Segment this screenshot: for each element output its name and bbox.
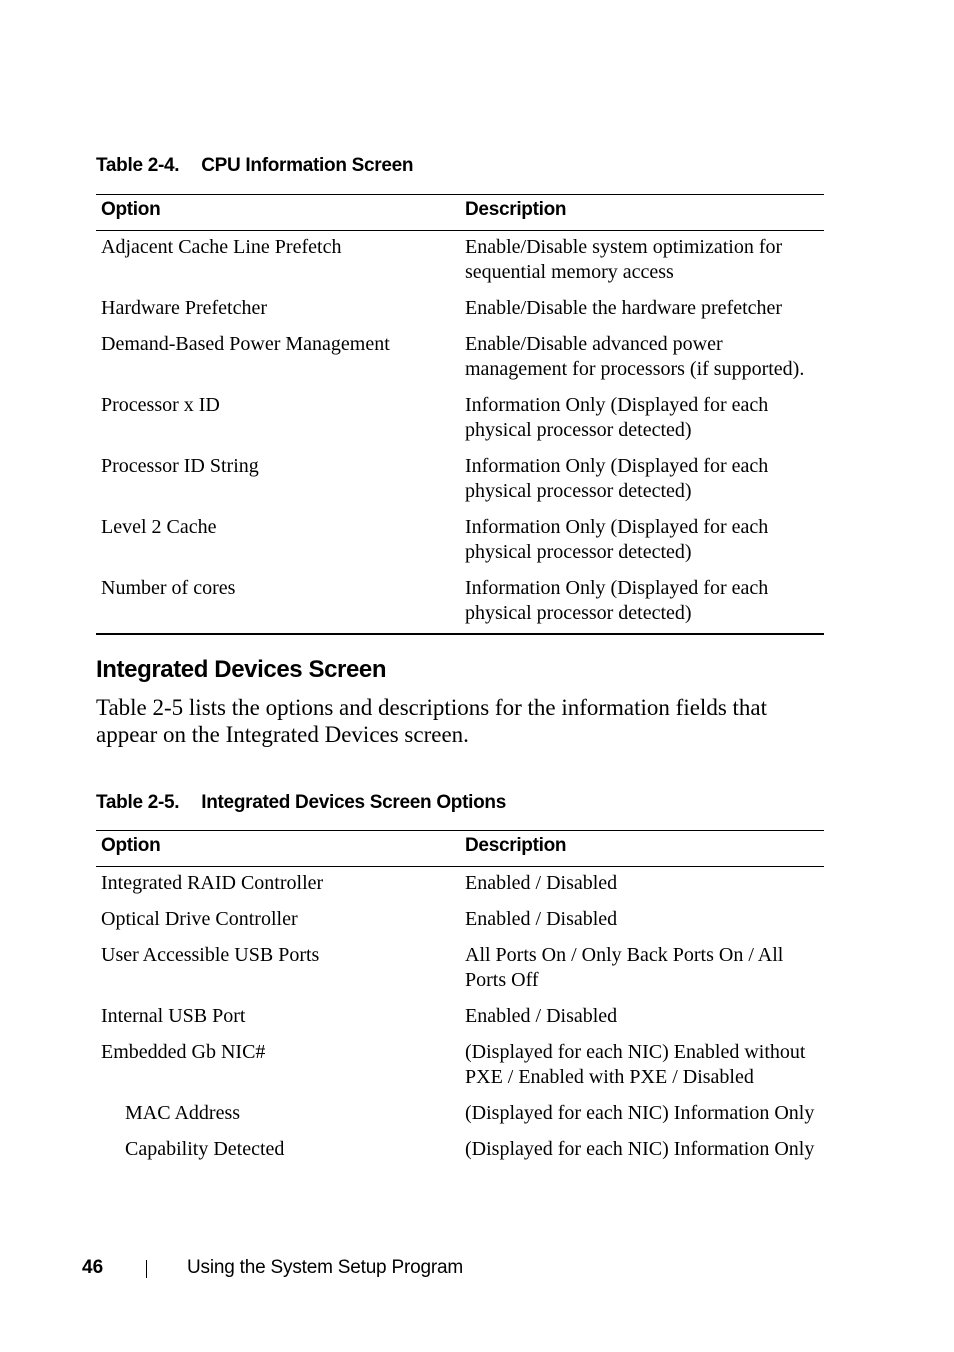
option-cell: Integrated RAID Controller xyxy=(101,872,324,894)
option-cell: Processor x ID xyxy=(101,394,220,416)
table-row xyxy=(96,1038,824,1099)
description-cell: Enable/Disable advanced power management for processors (if supported). xyxy=(465,333,805,380)
table-row xyxy=(96,867,824,906)
description-cell: Enable/Disable the hardware prefetcher xyxy=(465,297,783,319)
table-row xyxy=(96,294,824,330)
table-label: Table 2-5. xyxy=(96,792,180,813)
option-cell: Optical Drive Controller xyxy=(101,908,298,930)
table-2-5-caption xyxy=(96,792,506,814)
table-row xyxy=(96,905,824,941)
description-cell: Enable/Disable system optimization for sequential memory access xyxy=(465,236,783,283)
table-2-4-caption xyxy=(96,155,413,177)
column-header-description: Description xyxy=(460,831,824,867)
description-cell: Information Only (Displayed for each physical processor detected) xyxy=(465,394,769,441)
option-cell-indented: MAC Address xyxy=(125,1102,241,1124)
description-cell: All Ports On / Only Back Ports On / All Ports Off xyxy=(465,944,784,991)
description-cell: (Displayed for each NIC) Enabled without PXE / Enabled with PXE / Disabled xyxy=(465,1041,806,1088)
table-label: Table 2-4. xyxy=(96,155,180,176)
option-cell: User Accessible USB Ports xyxy=(101,944,320,966)
table-row xyxy=(96,231,824,295)
description-cell: (Displayed for each NIC) Information Only xyxy=(465,1102,815,1124)
option-cell: Internal USB Port xyxy=(101,1005,246,1027)
option-cell: Number of cores xyxy=(96,574,460,634)
cpu-information-table xyxy=(96,194,824,635)
description-cell: Information Only (Displayed for each physical processor detected) xyxy=(460,574,824,634)
table-row xyxy=(96,330,824,391)
option-cell: Demand-Based Power Management xyxy=(101,333,390,355)
integrated-devices-table xyxy=(96,830,824,1169)
table-title: Integrated Devices Screen Options xyxy=(201,792,506,813)
description-cell: Enabled / Disabled xyxy=(465,1005,618,1027)
page-footer xyxy=(0,1257,954,1283)
table-title: CPU Information Screen xyxy=(201,155,414,176)
table-row xyxy=(96,1002,824,1038)
column-header-option: Option xyxy=(96,831,460,867)
section-body-text: Table 2-5 lists the options and descriptions for the information fields that appear on the Integrated Devices screen. xyxy=(96,695,768,747)
table-row xyxy=(96,391,824,452)
column-header-option: Option xyxy=(96,195,460,231)
table-header-row xyxy=(96,195,824,231)
option-cell: Embedded Gb NIC# xyxy=(101,1041,266,1063)
section-heading: Integrated Devices Screen xyxy=(96,656,387,683)
table-row xyxy=(96,574,824,634)
description-cell: Information Only (Displayed for each physical processor detected) xyxy=(465,455,769,502)
option-cell: Processor ID String xyxy=(101,455,259,477)
option-cell: Adjacent Cache Line Prefetch xyxy=(101,236,342,258)
description-cell: Information Only (Displayed for each physical processor detected) xyxy=(465,516,769,563)
footer-title: Using the System Setup Program xyxy=(187,1257,463,1278)
table-header-row xyxy=(96,831,824,867)
description-cell: Enabled / Disabled xyxy=(465,872,618,894)
option-cell: Hardware Prefetcher xyxy=(101,297,268,319)
page-number: 46 xyxy=(82,1257,104,1278)
table-row xyxy=(96,1135,824,1169)
option-cell: Level 2 Cache xyxy=(101,516,217,538)
table-row xyxy=(96,1099,824,1135)
description-cell: Enabled / Disabled xyxy=(465,908,618,930)
table-row xyxy=(96,513,824,574)
description-cell: (Displayed for each NIC) Information Only xyxy=(465,1138,815,1160)
table-row xyxy=(96,941,824,1002)
column-header-description: Description xyxy=(460,195,824,231)
option-cell-indented: Capability Detected xyxy=(125,1138,285,1160)
footer-separator xyxy=(146,1260,147,1278)
table-row xyxy=(96,452,824,513)
